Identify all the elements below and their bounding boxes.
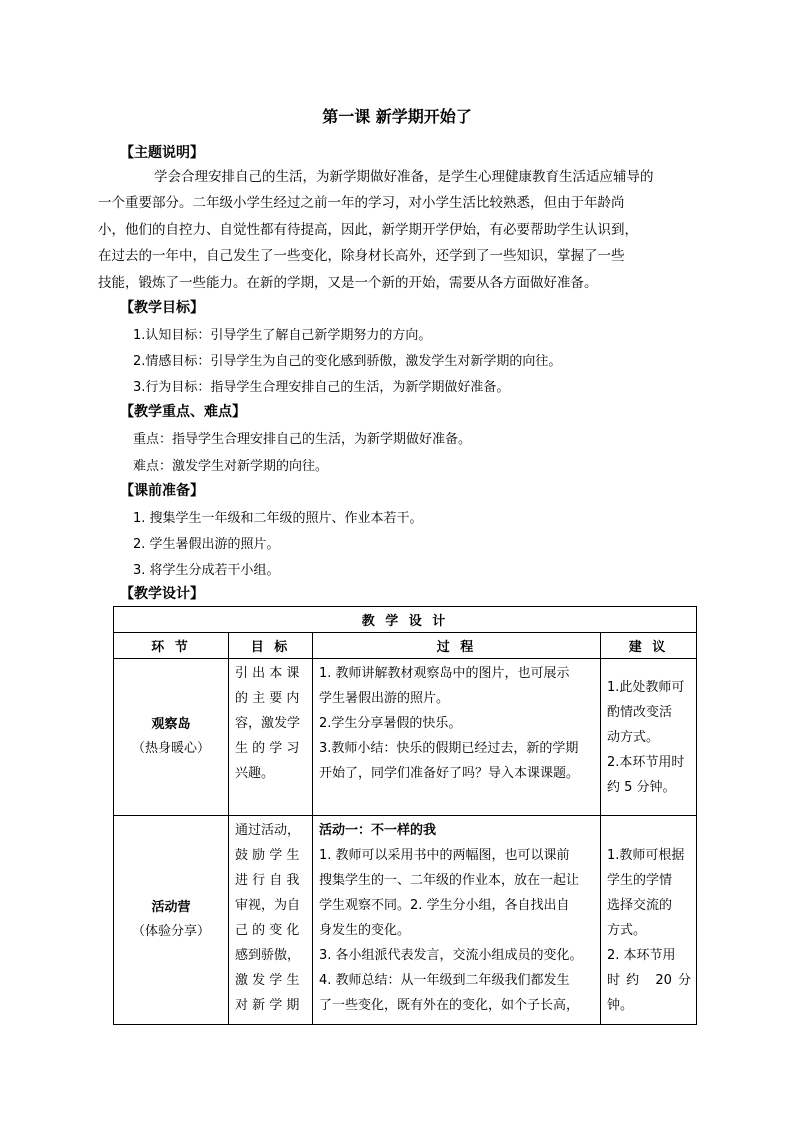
goal-item: 2.情感目标：引导学生为自己的变化感到骄傲，激发学生对新学期的向往。	[133, 354, 562, 369]
advice-cell	[601, 659, 697, 816]
table-row	[114, 659, 697, 816]
advice-line: 1.教师可根据	[607, 848, 685, 863]
theme-line: 技能，锻炼了一些能力。在新的学期，又是一个新的开始，需要从各方面做好准备。	[98, 274, 598, 291]
teaching-design-table	[113, 606, 697, 1025]
goal-line: 生 的 学 习	[235, 741, 300, 756]
process-line: 身发生的变化。	[319, 923, 411, 938]
advice-line: 1.此处教师可	[607, 680, 685, 695]
advice-line: 选择交流的	[607, 898, 673, 913]
process-cell	[313, 659, 601, 816]
process-line: 3.教师小结：快乐的假期已经过去，新的学期	[319, 741, 579, 756]
goal-line: 的 主 要 内	[235, 691, 300, 706]
goal-line: 通过活动，	[235, 823, 301, 838]
process-line: 搜集学生的一、二年级的作业本，放在一起让	[319, 873, 580, 888]
key-point: 重点：指导学生合理安排自己的生活，为新学期做好准备。	[133, 432, 472, 447]
process-title: 活动一：不一样的我	[319, 823, 437, 838]
table-row	[114, 816, 697, 1025]
goal-item: 3.行为目标：指导学生合理安排自己的生活，为新学期做好准备。	[133, 380, 510, 395]
header-process: 过 程	[313, 633, 601, 659]
process-line: 1. 教师讲解教材观察岛中的图片，也可展示	[319, 666, 570, 681]
goal-line: 感到骄傲，	[235, 948, 301, 963]
header-section: 环 节	[114, 633, 229, 659]
section-name: 观察岛	[151, 717, 191, 732]
theme-line: 在过去的一年中，自己发生了一些变化，除身材长高外，还学到了一些知识，掌握了一些	[98, 248, 625, 265]
advice-line: 2. 本环节用	[607, 948, 676, 963]
theme-paragraph	[98, 164, 682, 296]
section-sub: （热身暖心）	[131, 741, 210, 756]
advice-line: 约 5 分钟。	[607, 780, 676, 795]
process-line: 4. 教师总结：从一年级到二年级我们都发生	[319, 973, 570, 988]
goal-line: 兴趣。	[235, 766, 275, 781]
process-cell	[313, 816, 601, 1025]
header-advice: 建 议	[601, 633, 697, 659]
process-line: 开始了，同学们准备好了吗？导入本课课题。	[319, 766, 580, 781]
goal-line: 审视，为自	[235, 898, 301, 913]
goal-line: 鼓 励 学 生	[235, 848, 300, 863]
advice-line: 时约 20分钟。	[607, 973, 692, 1013]
page-title: 第一课 新学期开始了	[322, 107, 472, 126]
prep-item: 3. 将学生分成若干小组。	[133, 563, 280, 578]
theme-heading: 【主题说明】	[120, 145, 204, 161]
advice-line: 方式。	[607, 923, 647, 938]
goal-line: 激 发 学 生	[235, 973, 300, 988]
process-line: 2.学生分享暑假的快乐。	[319, 716, 462, 731]
design-heading: 【教学设计】	[120, 586, 204, 602]
process-line: 学生观察不同。2. 学生分小组，各自找出自	[319, 898, 570, 913]
prep-item: 1. 搜集学生一年级和二年级的照片、作业本若干。	[133, 511, 423, 526]
theme-line: 一个重要部分。二年级小学生经过之前一年的学习，对小学生活比较熟悉，但由于年龄尚	[98, 195, 625, 212]
goal-line: 容，激发学	[235, 716, 301, 731]
advice-line: 酌情改变活	[607, 705, 673, 720]
advice-line: 2.本环节用时	[607, 755, 685, 770]
advice-line: 学生的学情	[607, 873, 673, 888]
goal-line: 进 行 自 我	[235, 873, 300, 888]
advice-cell	[601, 816, 697, 1025]
section-cell	[114, 816, 229, 1025]
theme-line: 小，他们的自控力、自觉性都有待提高，因此，新学期开学伊始，有必要帮助学生认识到，	[98, 221, 638, 238]
goal-item: 1.认知目标：引导学生了解自己新学期努力的方向。	[133, 328, 432, 343]
key-heading: 【教学重点、难点】	[120, 404, 246, 420]
goal-line: 引 出 本 课	[235, 666, 300, 681]
section-sub: （体验分享）	[131, 924, 210, 939]
goal-line: 己 的 变 化	[235, 923, 300, 938]
process-line: 了一些变化，既有外在的变化，如个子长高，	[319, 998, 580, 1013]
process-line: 1. 教师可以采用书中的两幅图，也可以课前	[319, 848, 570, 863]
section-name: 活动营	[151, 900, 191, 915]
goals-heading: 【教学目标】	[120, 300, 204, 316]
theme-line: 学会合理安排自己的生活，为新学期做好准备，是学生心理健康教育生活适应辅导的	[154, 169, 654, 185]
advice-line: 动方式。	[607, 730, 660, 745]
prep-heading: 【课前准备】	[120, 483, 204, 499]
key-point: 难点：激发学生对新学期的向往。	[133, 459, 329, 474]
table-caption: 教 学 设 计	[114, 607, 697, 633]
process-line: 学生暑假出游的照片。	[319, 691, 450, 706]
goal-cell	[229, 816, 313, 1025]
prep-item: 2. 学生暑假出游的照片。	[133, 537, 280, 552]
goal-cell	[229, 659, 313, 816]
header-goal: 目 标	[229, 633, 313, 659]
process-line: 3. 各小组派代表发言，交流小组成员的变化。	[319, 948, 583, 963]
section-cell	[114, 659, 229, 816]
goal-line: 对 新 学 期	[235, 998, 300, 1013]
